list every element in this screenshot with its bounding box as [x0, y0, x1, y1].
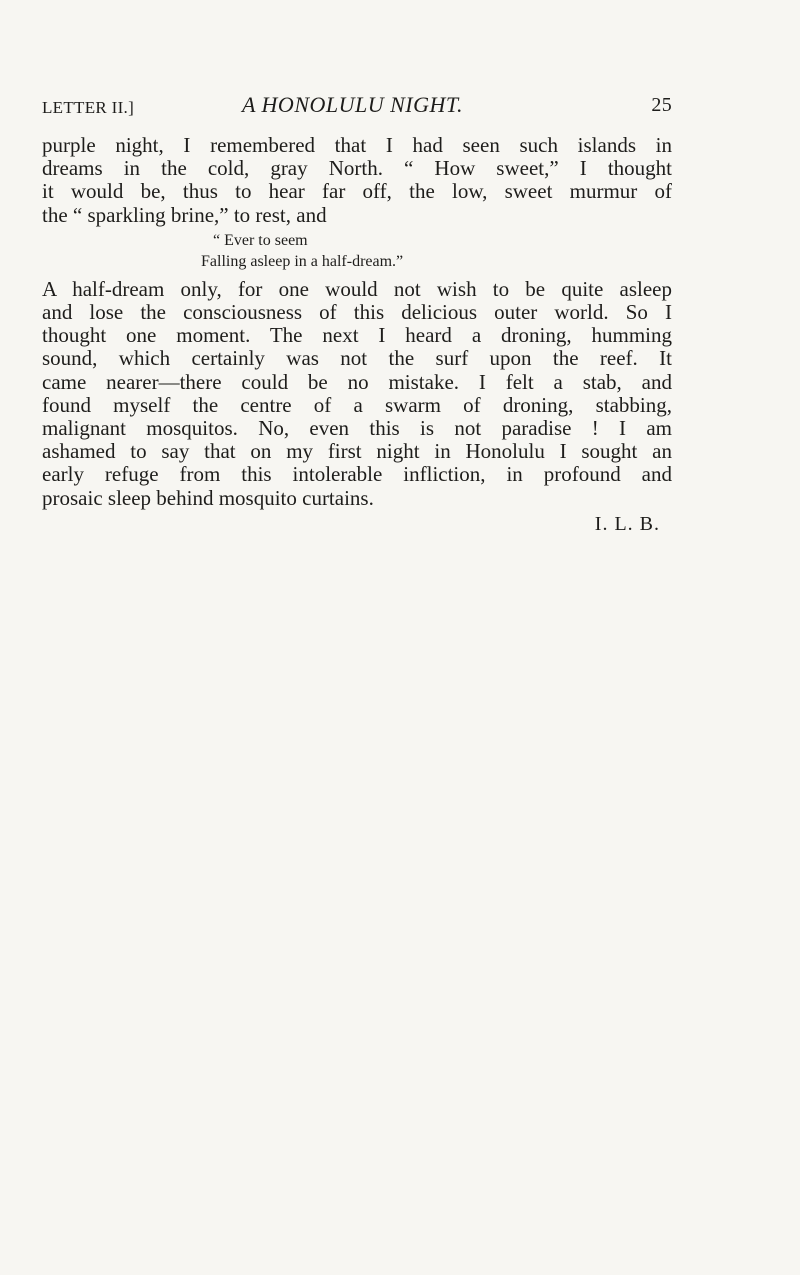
text-line: thought one moment. The next I heard a droning, humming [42, 323, 672, 348]
book-page [42, 92, 672, 536]
page-number: 25 [651, 94, 672, 116]
paragraph-1 [42, 134, 672, 227]
verse-quote [201, 230, 672, 272]
chapter-label: LETTER II.] [42, 98, 135, 117]
body-text [42, 134, 672, 536]
text-line: purple night, I remembered that I had seen such islands in [42, 133, 672, 157]
text-line: it would be, thus to hear far off, the low, sweet murmur of [42, 179, 672, 204]
text-line: came nearer—there could be no mistake. I felt a stab, and [42, 369, 672, 394]
page-title: A HONOLULU NIGHT. [242, 92, 464, 117]
text-line: ashamed to say that on my first night in Honolulu I sought an [42, 439, 672, 464]
verse-line: “ Ever to seem [213, 231, 308, 249]
text-line: found myself the centre of a swarm of droning, stabbing, [42, 392, 672, 417]
text-line: malignant mosquitos. No, even this is not paradise ! I am [42, 416, 672, 441]
text-line: early refuge from this intolerable infliction, in profound and [42, 462, 672, 487]
paragraph-2 [42, 278, 672, 510]
text-line: prosaic sleep behind mosquito curtains. [42, 485, 374, 510]
text-line: and lose the consciousness of this delicious outer world. So I [42, 300, 672, 325]
text-line: the “ sparkling brine,” to rest, and [42, 202, 327, 227]
text-line: dreams in the cold, gray North. “ How sweet,” I thought [42, 156, 672, 181]
running-head [42, 92, 672, 122]
author-signature: I. L. B. [594, 512, 660, 535]
verse-line: Falling asleep in a half-dream.” [201, 252, 404, 270]
text-line: A half-dream only, for one would not wish to be quite asleep [42, 276, 672, 301]
text-line: sound, which certainly was not the surf upon the reef. It [42, 346, 672, 371]
